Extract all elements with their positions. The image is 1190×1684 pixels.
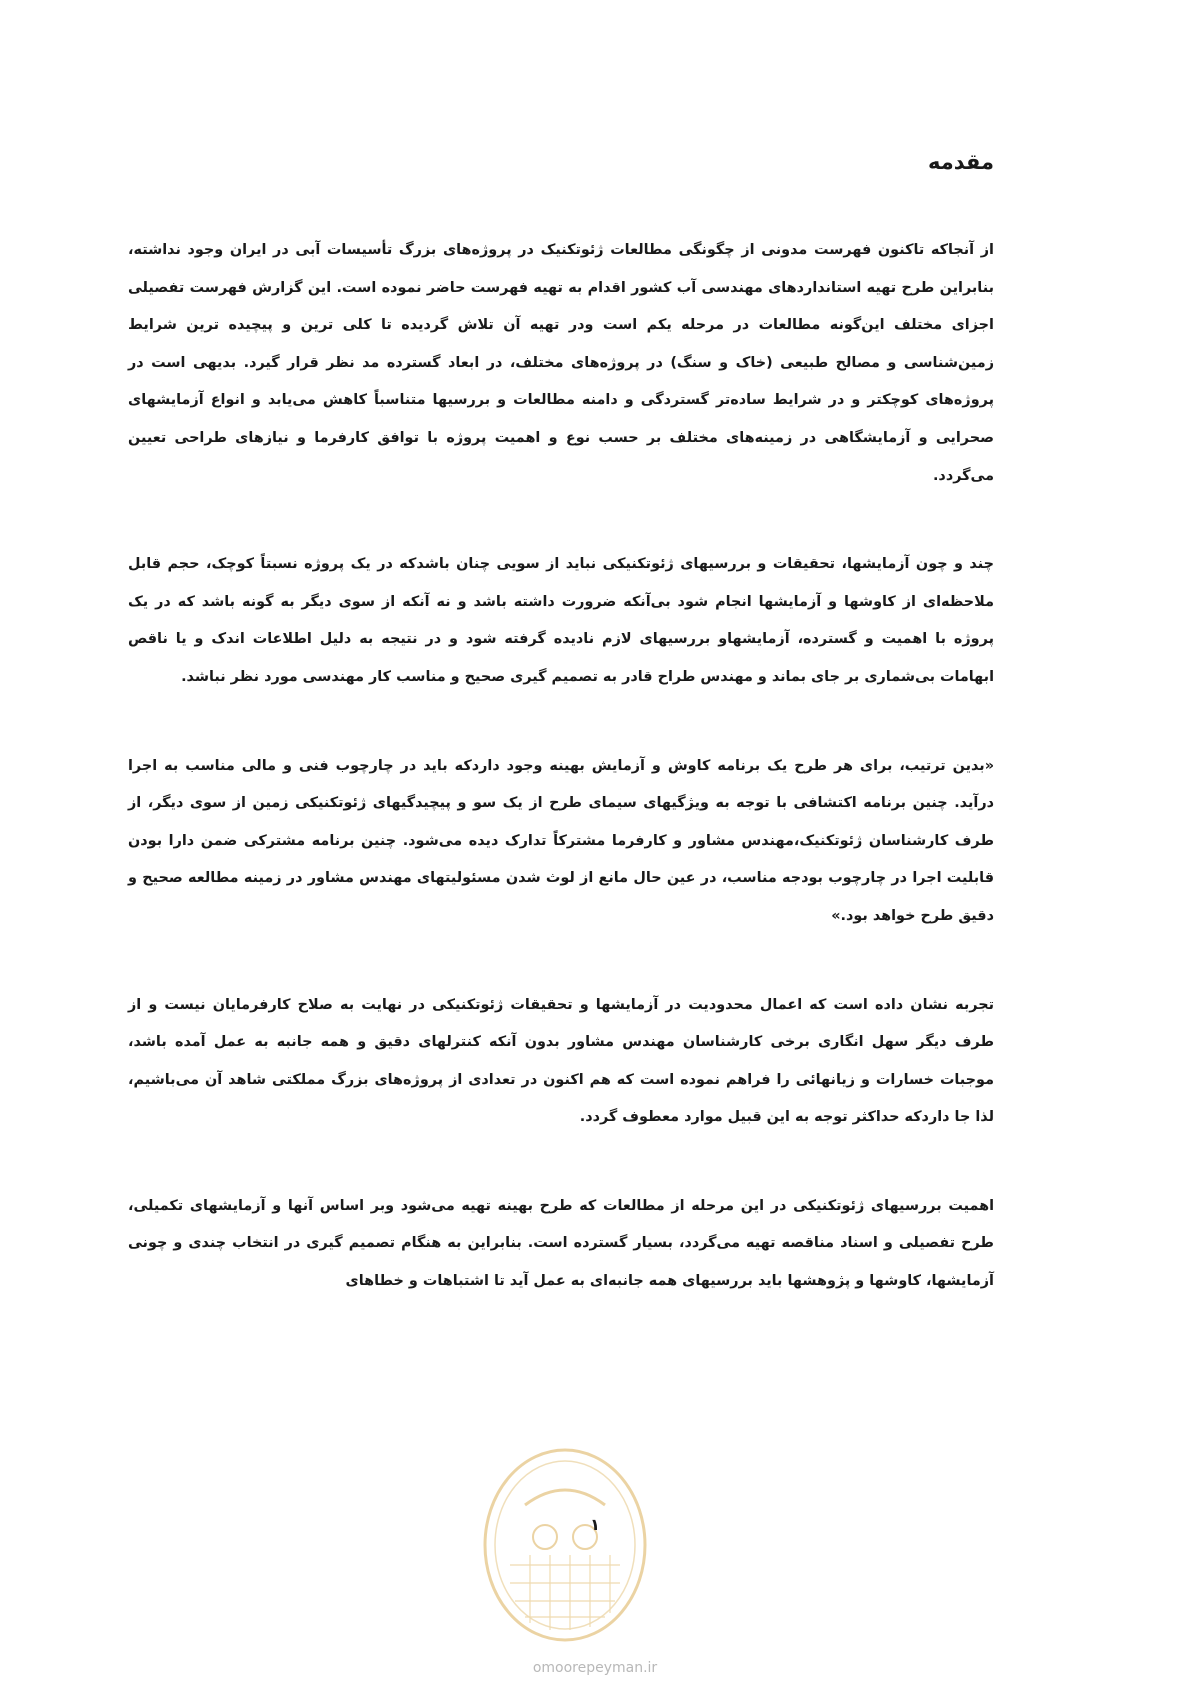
paragraph: چند و چون آزمایشها، تحقیقات و بررسیهای ژئوتکنیکی نباید از سویی چنان باشدکه در یک پروژه نسبتاً کوچک، حجم قابل ملاحظه‌ای از کاوشها و آزمایشها انجام شود بی‌آنکه ضرورت داشته باشد و نه آنکه از سوی دیگر به گونه باشد که در یک پروژه با اهمیت و گسترده، آزمایشهاو بررسیهای لازم نادیده گرفته شود و در نتیجه به دلیل اطلاعات اندک و یا ناقص ابهامات بی‌شماری بر جای بماند و مهندس طراح قادر به تصمیم گیری صحیح و مناسب کار مهندسی مورد نظر نباشد. [128, 556, 994, 685]
paragraph: اهمیت بررسیهای ژئوتکنیکی در این مرحله از مطالعات که طرح بهینه تهیه می‌شود وبر اساس آنها و آزمایشهای تکمیلی، طرح تفصیلی و اسناد مناقصه تهیه می‌گردد، بسیار گسترده است. بنابراین به هنگام تصمیم گیری در انتخاب چندی و چونی آزمایشها، کاوشها و پژوهشها باید بررسیهای همه جانبه‌ای به عمل آید تا اشتباهات و خطاهای [128, 1197, 994, 1290]
watermark-url: omoorepeyman.ir [532, 1660, 658, 1676]
paragraph: تجربه نشان داده است که اعمال محدودیت در آزمایشها و تحقیقات ژئوتکنیکی در نهایت به صلاح کارفرمایان نیست و از طرف دیگر سهل انگاری برخی کارشناسان مهندس مشاور بدون آنکه کنترلهای دقیق و همه جانبه به عمل آمده باشد، موجبات خسارات و زیانهائی را فراهم نموده است که هم اکنون در تعدادی از پروژه‌های بزرگ مملکتی شاهد آن می‌باشیم، لذا جا داردکه حداکثر توجه به این قبیل موارد معطوف گردد. [128, 996, 994, 1126]
paragraph: از آنجاکه تاکنون فهرست مدونی از چگونگی مطالعات ژئوتکنیک در پروژه‌های بزرگ تأسیسات آبی در ایران وجود نداشته، بنابراین طرح تهیه استانداردهای مهندسی آب کشور اقدام به تهیه فهرست حاضر نموده است. این گزارش فهرست تفصیلی اجزای مختلف این‌گونه مطالعات در مرحله یکم است ودر تهیه آن تلاش گردیده تا کلی ترین و پیچیده ترین شرایط زمین‌شناسی و مصالح طبیعی (خاک و سنگ) در پروژه‌های مختلف، در ابعاد گسترده مد نظر قرار گیرد. بدیهی است در پروژه‌های کوچکتر و در شرایط ساده‌تر گستردگی و دامنه مطالعات و بررسیها متناسباً کاهش می‌یابد و انواع آزمایشهای صحرایی و آزمایشگاهی در زمینه‌های مختلف بر حسب نوع و اهمیت پروژه با توافق کارفرما و نیازهای طراحی تعیین می‌گردد. [128, 242, 994, 484]
section-heading: مقدمه [928, 150, 994, 174]
document-body [128, 232, 994, 1352]
page-number: ۱ [590, 1515, 600, 1534]
paragraph: «بدین ترتیب، برای هر طرح یک برنامه کاوش و آزمایش بهینه وجود داردکه باید در چارچوب فنی و مالی مناسب به اجرا درآید. چنین برنامه اکتشافی با توجه به ویژگیهای سیمای طرح از یک سو و پیچیدگیهای ژئوتکنیکی زمین از سوی دیگر، از طرف کارشناسان ژئوتکنیک،مهندس مشاور و کارفرما مشترکاً تدارک دیده می‌شود. چنین برنامه مشترکی ضمن دارا بودن قابلیت اجرا در چارچوب بودجه مناسب، در عین حال مانع از لوث شدن مسئولیتهای مهندس مشاور در زمینه مطالعه صحیح و دقیق طرح خواهد بود.» [128, 757, 994, 924]
watermark-seal-logo [480, 1445, 650, 1645]
